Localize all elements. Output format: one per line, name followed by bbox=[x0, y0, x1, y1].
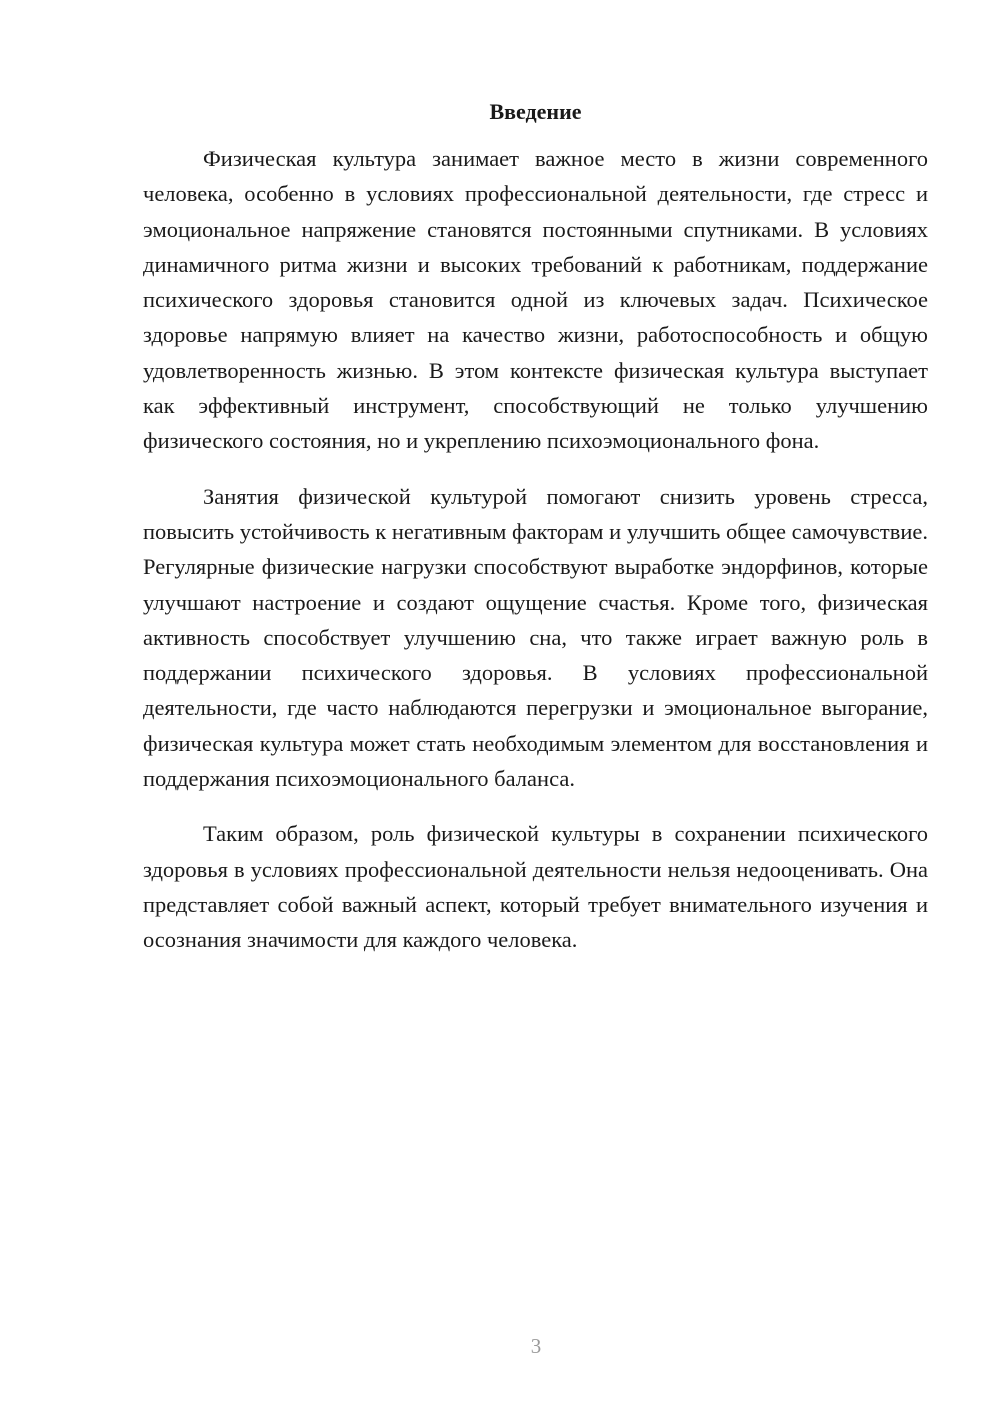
page-title: Введение bbox=[489, 99, 582, 124]
page-number: 3 bbox=[530, 1334, 542, 1358]
paragraph-1: Физическая культура занимает важное место в жизни современного человека, особенно в условиях профессиональной деятельности, где стресс и эмоциональное напряжение становятся постоянными спутниками. В условиях динамичного ритма жизни и высоких требований к работникам, поддержание психического здоровья становится одной из ключевых задач. Психическое здоровье напрямую влияет на качество жизни, работоспособность и общую удовлетворенность жизнью. В этом контексте физическая культура выступает как эффективный инструмент, способствующий не только улучшению физического состояния, но и укреплению психоэмоционального фона. bbox=[143, 146, 928, 454]
paragraph-3: Таким образом, роль физической культуры в сохранении психического здоровья в условиях профессиональной деятельности нельзя недооценивать. Она представляет собой важный аспект, который требует внимательного изучения и осознания значимости для каждого человека. bbox=[143, 821, 928, 953]
body-text bbox=[143, 141, 928, 958]
paragraph-2: Занятия физической культурой помогают снизить уровень стресса, повысить устойчивость к негативным факторам и улучшить общее самочувствие. Регулярные физические нагрузки способствуют выработке эндорфинов, которые улучшают настроение и создают ощущение счастья. Кроме того, физическая активность способствует улучшению сна, что также играет важную роль в поддержании психического здоровья. В условиях профессиональной деятельности, где часто наблюдаются перегрузки и эмоциональное выгорание, физическая культура может стать необходимым элементом для восстановления и поддержания психоэмоционального баланса. bbox=[143, 483, 928, 792]
